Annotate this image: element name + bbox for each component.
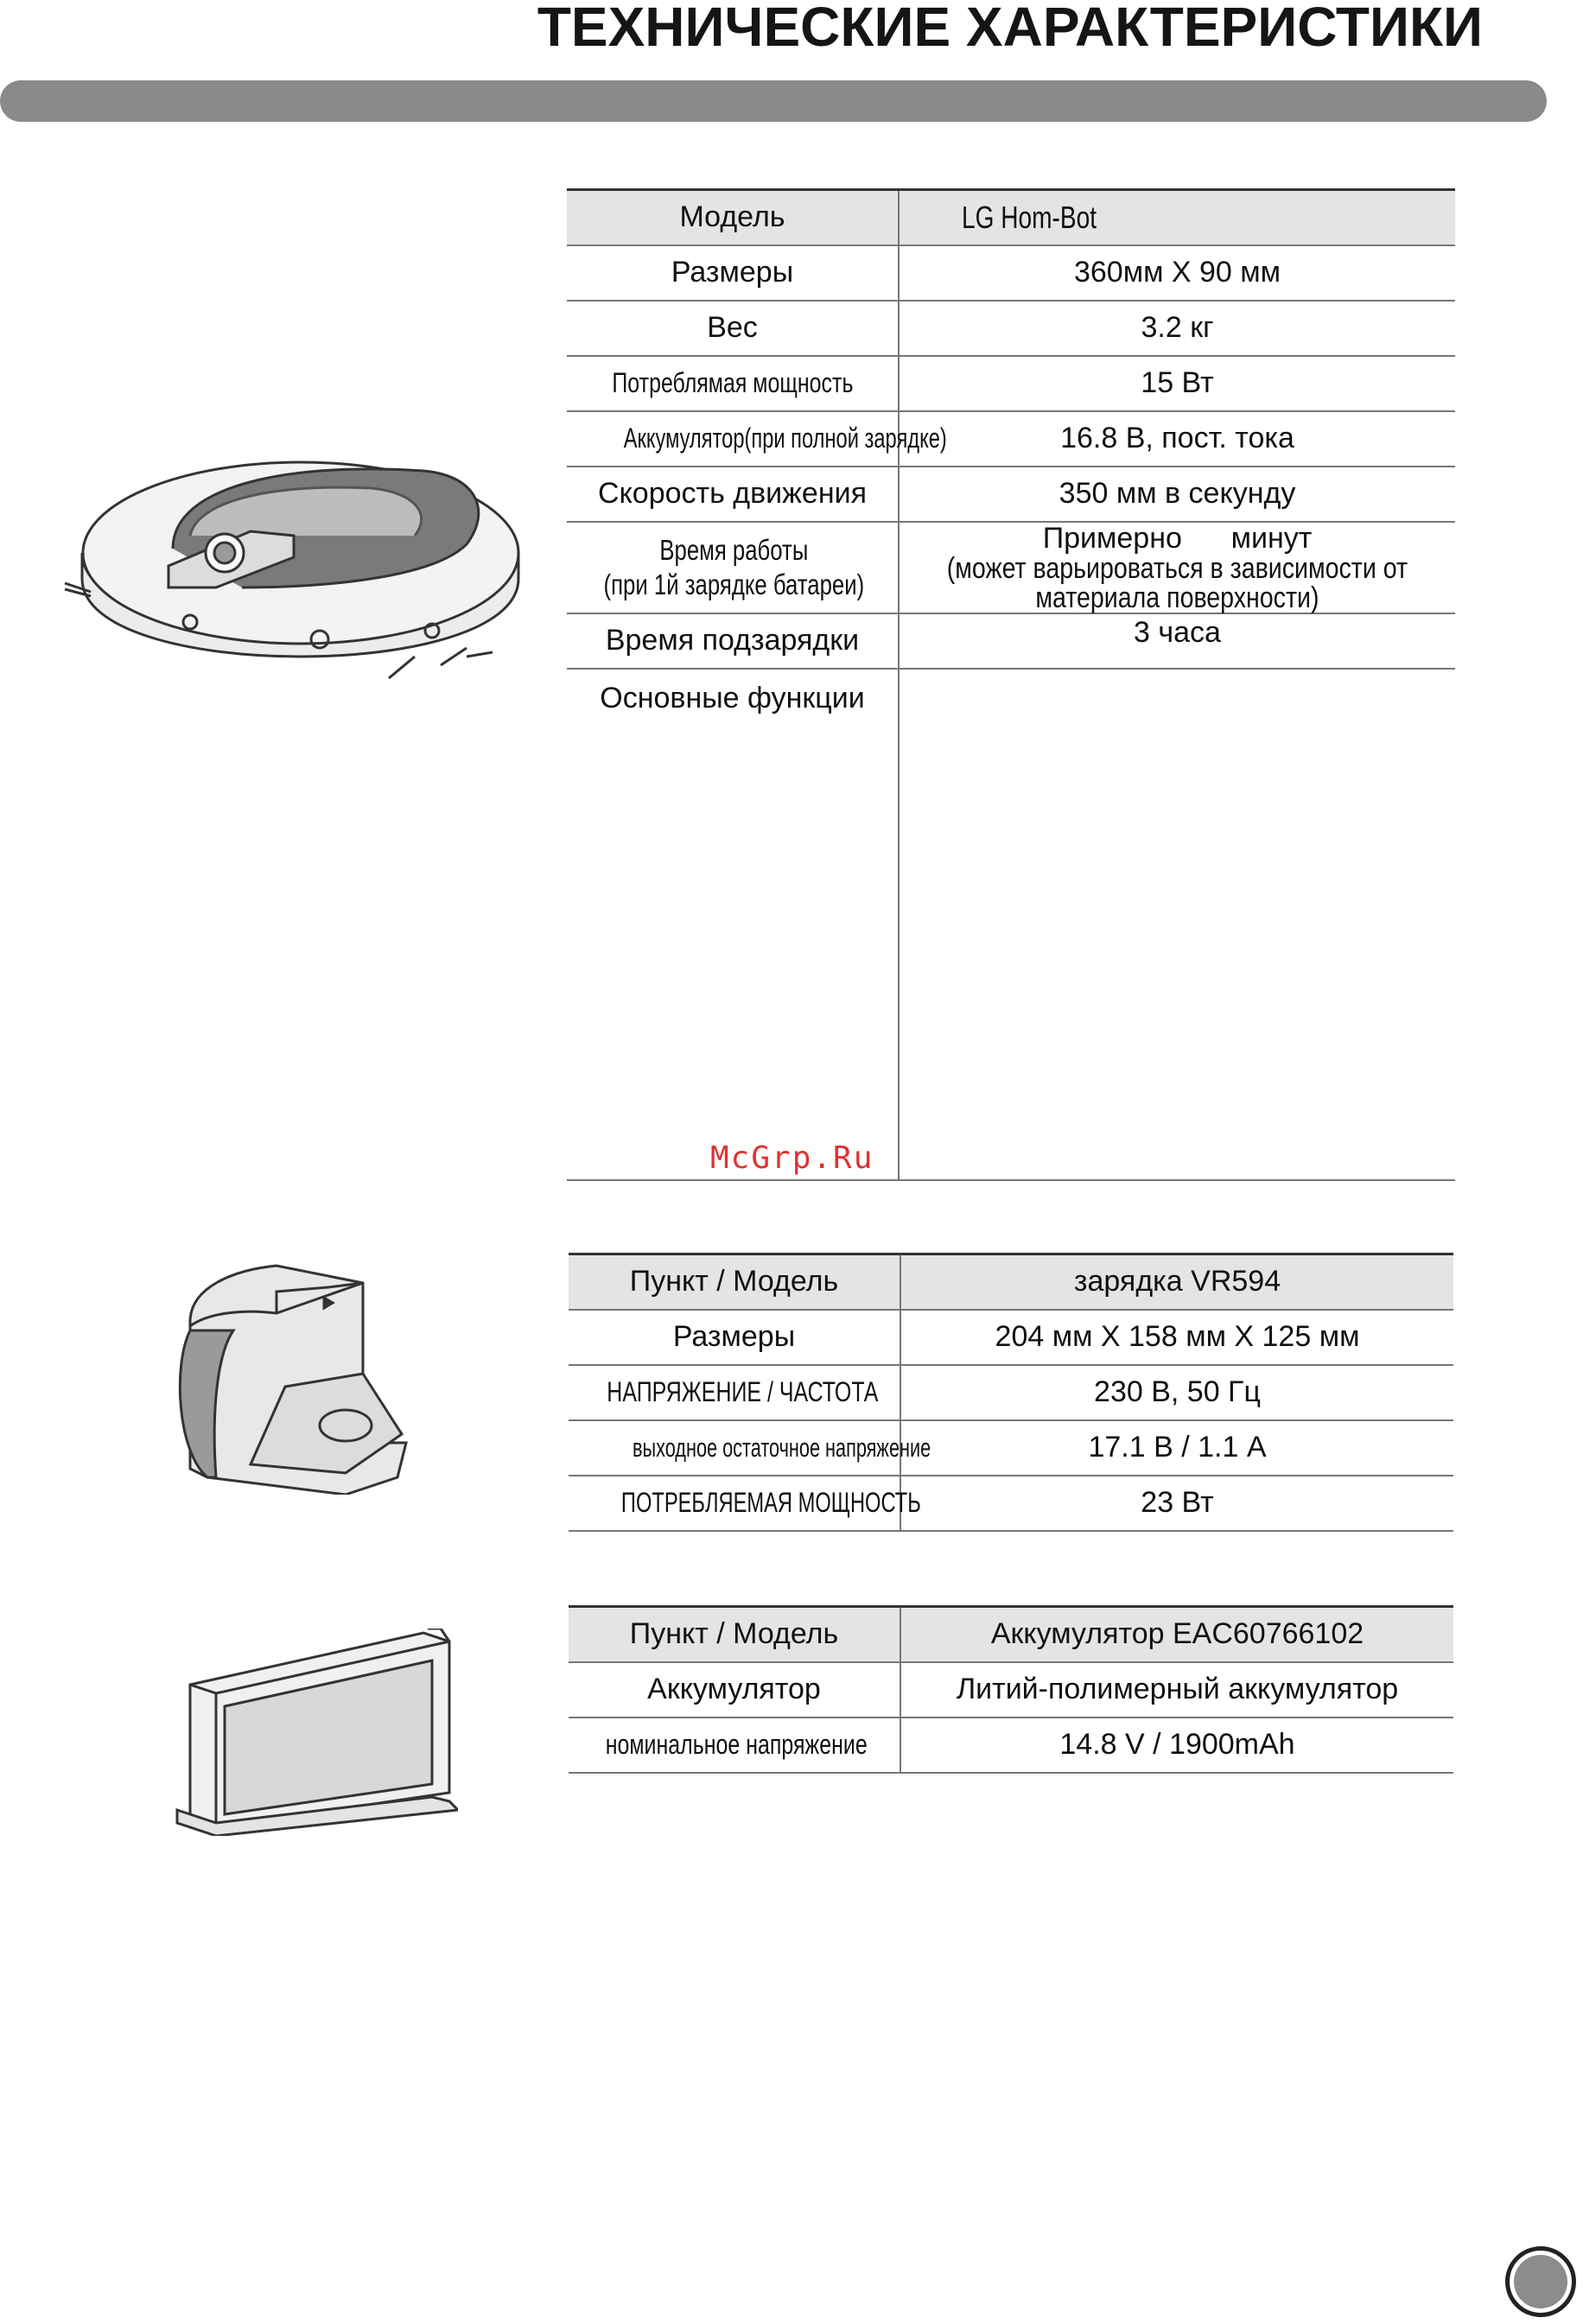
row-value-line3: материала поверхности) bbox=[1035, 581, 1319, 614]
battery-illustration bbox=[173, 1629, 458, 1836]
row-value: 3 часа bbox=[899, 613, 1455, 669]
row-label: Время подзарядки bbox=[567, 613, 899, 669]
page-number-circle bbox=[1505, 2246, 1576, 2317]
table-row bbox=[569, 1476, 1453, 1531]
row-label: Аккумулятор bbox=[569, 1662, 900, 1718]
table-row bbox=[569, 1420, 1453, 1476]
row-value: 23 Вт bbox=[900, 1476, 1453, 1531]
battery-spec-table bbox=[569, 1605, 1453, 1774]
row-label: Пункт / Модель bbox=[569, 1607, 900, 1662]
row-value: LG Hom-Bot bbox=[899, 190, 1455, 245]
row-value bbox=[899, 669, 1455, 1180]
table-row bbox=[569, 1254, 1453, 1310]
charger-spec-table bbox=[569, 1253, 1453, 1532]
row-label: Основные функции bbox=[567, 669, 899, 1180]
row-label: Скорость движения bbox=[567, 467, 899, 522]
row-value bbox=[899, 522, 1455, 613]
table-row bbox=[567, 190, 1455, 245]
row-label: Размеры bbox=[567, 245, 899, 301]
table-row bbox=[569, 1662, 1453, 1718]
row-label-line1: Время работы bbox=[659, 533, 809, 566]
row-label: Аккумулятор(при полной зарядке) bbox=[567, 411, 899, 467]
row-label: номинальное напряжение bbox=[569, 1718, 900, 1773]
table-row bbox=[567, 669, 1455, 1180]
robot-vacuum-illustration bbox=[60, 449, 527, 691]
row-value: 360мм X 90 мм bbox=[899, 245, 1455, 301]
watermark: McGrp.Ru bbox=[710, 1140, 874, 1176]
row-value-line2: (может варьироваться в зависимости от bbox=[946, 551, 1408, 585]
row-label bbox=[567, 522, 899, 613]
table-row bbox=[569, 1607, 1453, 1662]
row-value: зарядка VR594 bbox=[900, 1254, 1453, 1310]
table-row bbox=[567, 467, 1455, 522]
table-row bbox=[569, 1718, 1453, 1773]
row-value-line1: Примерно минут bbox=[1042, 521, 1313, 555]
row-value: 230 В, 50 Гц bbox=[900, 1365, 1453, 1420]
row-value: 17.1 В / 1.1 А bbox=[900, 1420, 1453, 1476]
row-label: выходное остаточное напряжение bbox=[569, 1420, 900, 1476]
table-row bbox=[569, 1365, 1453, 1420]
row-value: Литий-полимерный аккумулятор bbox=[900, 1662, 1453, 1718]
title-bar bbox=[0, 80, 1547, 122]
table-row bbox=[567, 245, 1455, 301]
table-row bbox=[567, 613, 1455, 669]
table-row bbox=[569, 1310, 1453, 1365]
row-label: Размеры bbox=[569, 1310, 900, 1365]
table-row bbox=[567, 356, 1455, 411]
row-value: Аккумулятор EAC60766102 bbox=[900, 1607, 1453, 1662]
row-value: 15 Вт bbox=[899, 356, 1455, 411]
row-value: 3.2 кг bbox=[899, 301, 1455, 356]
table-row bbox=[567, 411, 1455, 467]
row-label: Потреблямая мощность bbox=[567, 356, 899, 411]
row-label-line2: (при 1й зарядке батареи) bbox=[603, 568, 865, 600]
table-row bbox=[567, 522, 1455, 613]
row-value: 14.8 V / 1900mAh bbox=[900, 1718, 1453, 1773]
row-value: 350 мм в секунду bbox=[899, 467, 1455, 522]
row-label: НАПРЯЖЕНИЕ / ЧАСТОТА bbox=[569, 1365, 900, 1420]
row-value: 16.8 В, пост. тока bbox=[899, 411, 1455, 467]
charger-illustration bbox=[156, 1261, 415, 1495]
row-value: 204 мм X 158 мм X 125 мм bbox=[900, 1310, 1453, 1365]
table-row bbox=[567, 301, 1455, 356]
row-label: Модель bbox=[567, 190, 899, 245]
robot-spec-table bbox=[567, 188, 1455, 1181]
page-title: ТЕХНИЧЕСКИЕ ХАРАКТЕРИСТИКИ bbox=[537, 0, 1483, 58]
row-label: ПОТРЕБЛЯЕМАЯ МОЩНОСТЬ bbox=[569, 1476, 900, 1531]
row-label: Пункт / Модель bbox=[569, 1254, 900, 1310]
row-label: Вес bbox=[567, 301, 899, 356]
